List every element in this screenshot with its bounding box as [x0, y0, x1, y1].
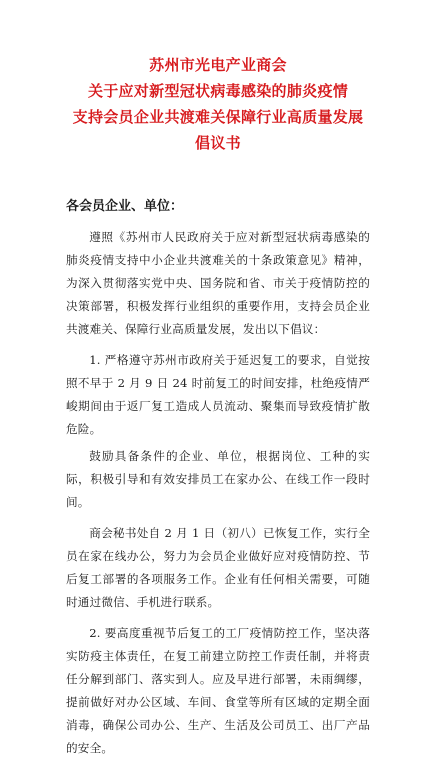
- remote-work-paragraph: 鼓励具备条件的企业、单位，根据岗位、工种的实际，积极引导和有效安排员工在家办公、在线工作一段时间。: [66, 449, 370, 509]
- proposal-1-paragraph: 1. 严格遵守苏州市政府关于延迟复工的要求，自觉按照不早于 2 月 9 日 24 时前复工的时间安排，杜绝疫情严峻期间由于返厂复工造成人员流动、聚集而导致疫情扩散危险。: [66, 353, 370, 436]
- title-line-purpose: 支持会员企业共渡难关保障行业高质量发展: [72, 108, 364, 126]
- proposal-2-paragraph: 2. 要高度重视节后复工的工厂疫情防控工作，坚决落实防疫主体责任，在复工前建立防控工作责任制，并将责任分解到部门、落实到人。应及早进行部署，未雨绸缪，提前做好对办公区域、车间、食堂等所有区域的定期全面消毒，确保公司办公、生产、生活及公司员工、出厂产品的安全。: [66, 626, 370, 755]
- title-line-subject: 关于应对新型冠状病毒感染的肺炎疫情: [87, 82, 349, 100]
- salutation: 各会员企业、单位：: [66, 199, 184, 214]
- secretariat-paragraph: 商会秘书处自 2 月 1 日（初八）已恢复工作，实行全员在家在线办公，努力为会员企业做好应对疫情防控、节后复工部署的各项服务工作。企业有任何相关需要，可随时通过微信、手机进行联系。: [66, 526, 370, 609]
- intro-paragraph: 遵照《苏州市人民政府关于应对新型冠状病毒感染的肺炎疫情支持中小企业共渡难关的十条政策意见》精神，为深入贯彻落实党中央、国务院和省、市关于疫情防控的决策部署，积极发挥行业组织的重要作用，支持会员企业共渡难关、保障行业高质量发展，发出以下倡议：: [66, 230, 370, 336]
- title-line-doc-type: 倡议书: [195, 134, 241, 152]
- document-title: [66, 52, 370, 156]
- title-line-organization: 苏州市光电产业商会: [149, 56, 287, 74]
